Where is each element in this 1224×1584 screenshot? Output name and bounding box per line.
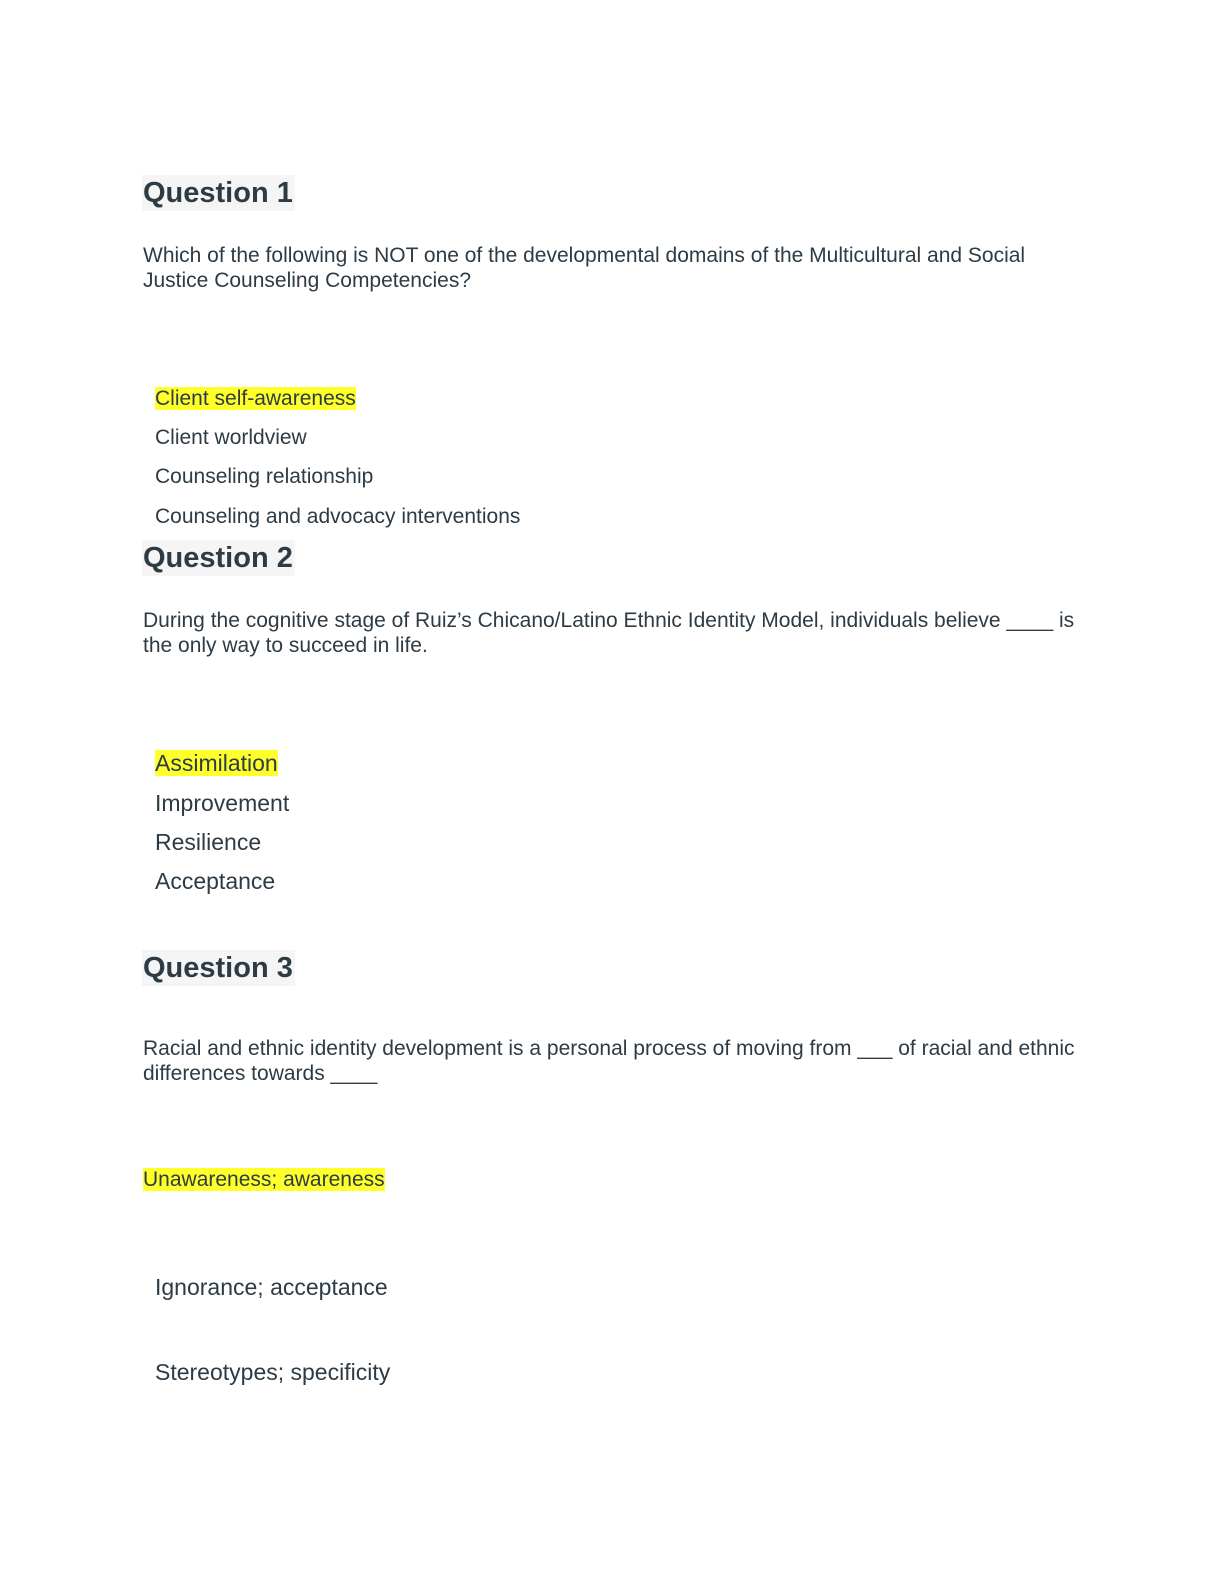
highlighted-answer-label: Assimilation	[155, 750, 278, 776]
question-3-answer-3: Stereotypes; specificity	[155, 1359, 391, 1385]
question-3-answer-2: Ignorance; acceptance	[155, 1274, 388, 1300]
question-3-text: Racial and ethnic identity development is a personal process of moving from ___ of racial and ethnic differences towards ____	[143, 1037, 1075, 1085]
question-1-text: Which of the following is NOT one of the developmental domains of the Multicultural and Social Justice Counseling Competencies?	[143, 244, 1026, 292]
question-3-answer-1	[143, 1166, 385, 1194]
question-1-answer-4: Counseling and advocacy interventions	[155, 505, 521, 528]
question-2-answer-4: Acceptance	[155, 868, 276, 894]
question-1-answer-1	[155, 385, 356, 413]
question-2-answer-1	[155, 749, 278, 777]
highlighted-answer-label: Client self-awareness	[155, 387, 356, 410]
question-2-text: During the cognitive stage of Ruiz’s Chicano/Latino Ethnic Identity Model, individuals believe ____ is the only way to succeed in life.	[143, 609, 1075, 657]
question-1-answer-3: Counseling relationship	[155, 465, 374, 488]
question-1-title: Question 1	[143, 177, 293, 209]
question-2-answer-2: Improvement	[155, 790, 290, 816]
question-2-title: Question 2	[143, 542, 293, 574]
question-1-answer-2: Client worldview	[155, 426, 307, 449]
question-3-title: Question 3	[143, 952, 293, 984]
question-2-answer-3: Resilience	[155, 829, 262, 855]
highlighted-answer-label: Unawareness; awareness	[143, 1168, 385, 1191]
